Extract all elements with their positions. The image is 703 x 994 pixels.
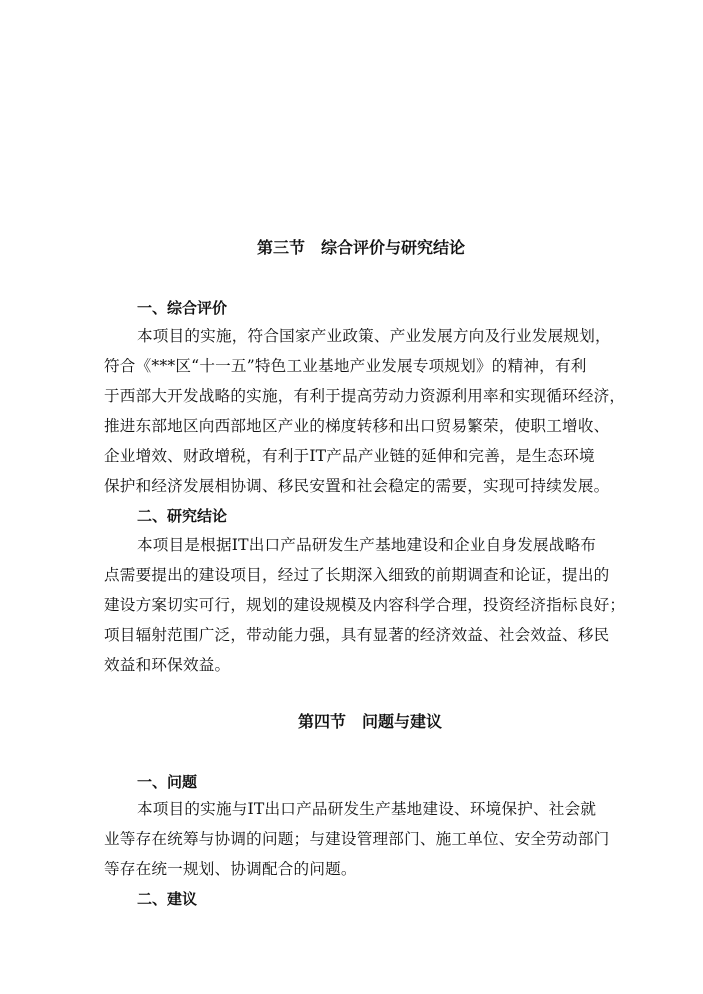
problems-heading: 一、问题 <box>137 773 198 791</box>
paragraph-line: 点需要提出的建设项目，经过了长期深入细致的前期调查和论证，提出的 <box>104 566 610 584</box>
paragraph-line: 本项目是根据IT出口产品研发生产基地建设和企业自身发展战略布 <box>137 536 597 554</box>
section-3-title: 第三节 综合评价与研究结论 <box>257 238 466 257</box>
paragraph-line: 项目辐射范围广泛，带动能力强，具有显著的经济效益、社会效益、移民 <box>104 626 610 644</box>
section-4-title: 第四节 问题与建议 <box>298 712 443 731</box>
paragraph-line: 推进东部地区向西部地区产业的梯度转移和出口贸易繁荣，使职工增收、 <box>104 417 610 435</box>
suggestions-heading: 二、建议 <box>137 890 198 908</box>
paragraph-line: 效益和环保效益。 <box>104 656 231 674</box>
paragraph-line: 业等存在统筹与协调的问题；与建设管理部门、施工单位、安全劳动部门 <box>104 830 610 848</box>
paragraph-line: 建设方案切实可行，规划的建设规模及内容科学合理，投资经济指标良好； <box>104 596 626 614</box>
paragraph-line: 企业增效、财政增税，有利于IT产品产业链的延伸和完善，是生态环境 <box>104 447 595 465</box>
paragraph-line: 本项目的实施与IT出口产品研发生产基地建设、环境保护、社会就 <box>137 800 597 818</box>
paragraph-line: 等存在统一规划、协调配合的问题。 <box>104 860 357 878</box>
research-conclusion-heading: 二、研究结论 <box>137 507 228 525</box>
paragraph-line: 符合《***区“十一五”特色工业基地产业发展专项规划》的精神，有利 <box>104 357 587 375</box>
paragraph-line: 本项目的实施，符合国家产业政策、产业发展方向及行业发展规划， <box>137 327 611 345</box>
comprehensive-evaluation-heading: 一、综合评价 <box>137 299 228 317</box>
paragraph-line: 于西部大开发战略的实施，有利于提高劳动力资源利用率和实现循环经济， <box>104 387 626 405</box>
paragraph-line: 保护和经济发展相协调、移民安置和社会稳定的需要，实现可持续发展。 <box>104 477 610 495</box>
